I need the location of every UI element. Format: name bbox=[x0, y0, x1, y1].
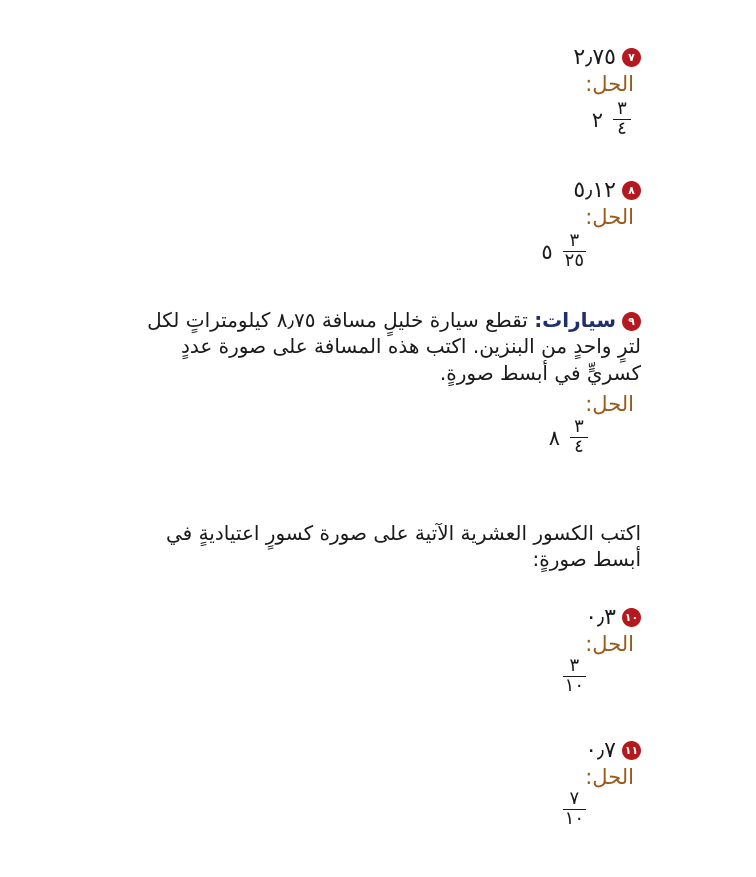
solution-label: الحل: bbox=[585, 205, 634, 229]
fraction bbox=[563, 657, 586, 696]
question-number-badge: ٨ bbox=[622, 181, 641, 200]
numerator: ٧ bbox=[569, 788, 580, 809]
numerator: ٣ bbox=[569, 655, 580, 676]
solution-label: الحل: bbox=[585, 632, 634, 656]
mixed-number-answer bbox=[592, 100, 631, 139]
denominator: ١٠ bbox=[564, 675, 584, 697]
solution-label: الحل: bbox=[585, 72, 634, 96]
numerator: ٣ bbox=[574, 416, 584, 437]
question-8 bbox=[573, 178, 641, 203]
whole-number: ٨ bbox=[548, 425, 560, 450]
whole-number: ٥ bbox=[541, 239, 553, 264]
fraction-answer bbox=[563, 657, 586, 696]
fraction bbox=[613, 100, 631, 139]
question-10 bbox=[585, 605, 641, 630]
question-text: تقطع سيارة خليلٍ مسافة ٨٫٧٥ كيلومتراتٍ لكل لترٍ واحدٍ من البنزين. اكتب هذه المسافة على صورة عددٍ كسريٍّ في أبسط صورةٍ. bbox=[147, 308, 641, 385]
question-number-badge: ١١ bbox=[622, 741, 641, 760]
solution-label: الحل: bbox=[585, 392, 634, 416]
decimal-value: ٠٫٣ bbox=[585, 605, 616, 630]
denominator: ٢٥ bbox=[564, 250, 584, 272]
fraction bbox=[563, 232, 586, 271]
denominator: ٤ bbox=[574, 436, 584, 458]
question-title: سيارات: bbox=[534, 308, 616, 332]
question-number-badge: ١٠ bbox=[622, 608, 641, 627]
section-instruction: اكتب الكسور العشرية الآتية على صورة كسورٍ اعتياديةٍ في أبسط صورةٍ: bbox=[166, 521, 641, 572]
decimal-value: ٠٫٧ bbox=[585, 738, 616, 763]
question-11 bbox=[585, 738, 641, 763]
fraction-answer bbox=[563, 790, 586, 829]
decimal-value: ٥٫١٢ bbox=[573, 178, 616, 203]
decimal-value: ٢٫٧٥ bbox=[573, 45, 616, 70]
question-9 bbox=[121, 307, 641, 386]
mixed-number-answer bbox=[549, 418, 588, 457]
denominator: ١٠ bbox=[564, 808, 584, 830]
question-number-badge: ٧ bbox=[622, 48, 641, 67]
solution-label: الحل: bbox=[585, 765, 634, 789]
fraction bbox=[570, 418, 588, 457]
question-number-badge: ٩ bbox=[622, 312, 641, 331]
question-7 bbox=[573, 45, 641, 70]
mixed-number-answer bbox=[541, 232, 586, 271]
numerator: ٣ bbox=[569, 230, 580, 251]
whole-number: ٢ bbox=[591, 107, 603, 132]
denominator: ٤ bbox=[617, 118, 627, 140]
numerator: ٣ bbox=[617, 98, 627, 119]
fraction bbox=[563, 790, 586, 829]
